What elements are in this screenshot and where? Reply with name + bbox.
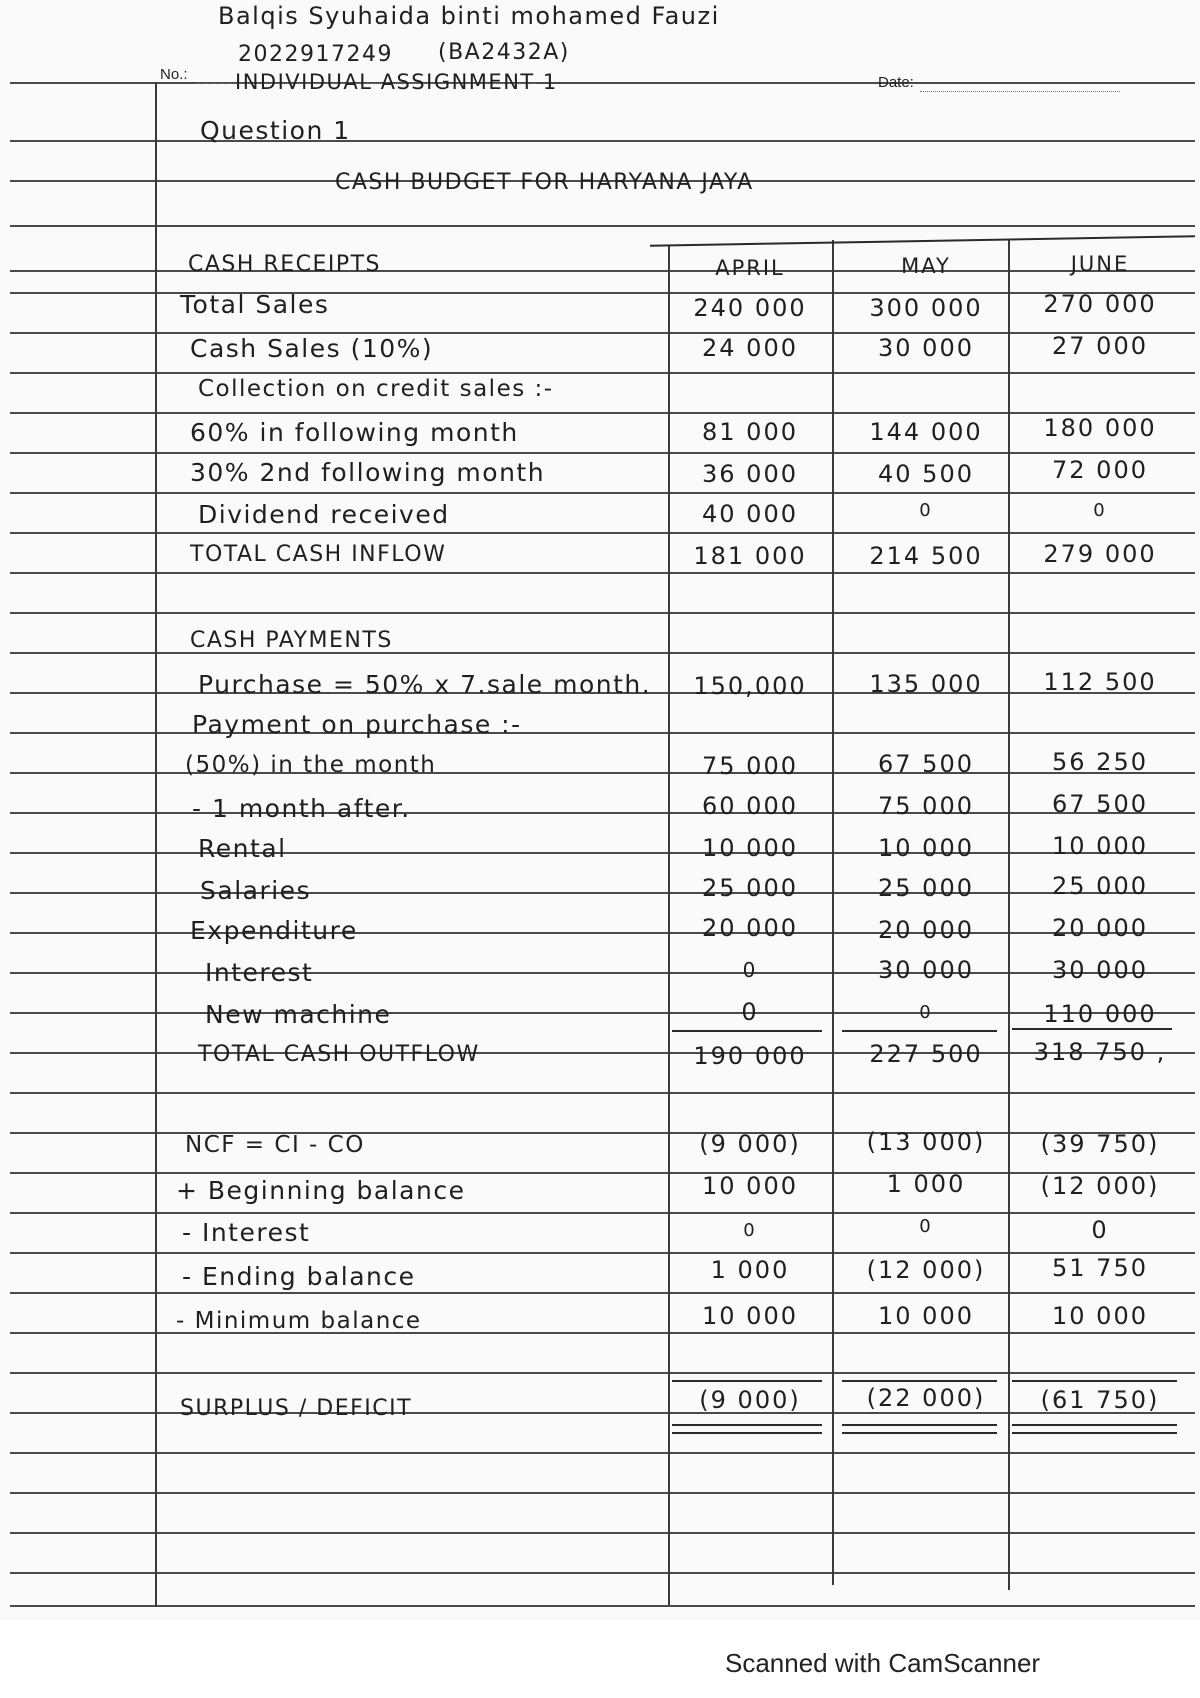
ruled-line bbox=[10, 492, 1195, 494]
beginning-balance-april: 10 000 bbox=[702, 1172, 798, 1200]
row-label-50-percent: (50%) in the month bbox=[185, 752, 437, 778]
ncf-june: (39 750) bbox=[1040, 1130, 1160, 1158]
row-label-new-machine: New machine bbox=[205, 1000, 392, 1029]
date-dotted-line bbox=[920, 90, 1120, 92]
ruled-line bbox=[10, 1572, 1195, 1574]
surplus-double-underline-april-2 bbox=[672, 1432, 822, 1434]
collection-30-april: 36 000 bbox=[702, 460, 798, 488]
ncf-april: (9 000) bbox=[699, 1130, 801, 1158]
row-label-ncf: NCF = CI - CO bbox=[185, 1132, 365, 1158]
purchase-may: 135 000 bbox=[869, 670, 983, 698]
student-name: Balqis Syuhaida binti mohamed Fauzi bbox=[218, 2, 720, 30]
ending-balance-april: 1 000 bbox=[710, 1256, 790, 1284]
row-label-salaries: Salaries bbox=[200, 876, 312, 905]
ending-balance-may: (12 000) bbox=[866, 1256, 986, 1284]
expenditure-may: 20 000 bbox=[878, 916, 974, 944]
rental-april: 10 000 bbox=[702, 834, 798, 862]
row-label-60-percent: 60% in following month bbox=[190, 418, 519, 447]
payment-50-april: 75 000 bbox=[702, 752, 798, 780]
surplus-overline-may bbox=[842, 1380, 997, 1382]
payment-after-may: 75 000 bbox=[878, 792, 974, 820]
surplus-double-underline-june-1 bbox=[1012, 1424, 1177, 1426]
cash-sales-may: 30 000 bbox=[878, 334, 974, 362]
purchase-june: 112 500 bbox=[1043, 668, 1157, 696]
outflow-underline-april bbox=[672, 1030, 822, 1032]
ncf-may: (13 000) bbox=[866, 1128, 986, 1156]
salaries-april: 25 000 bbox=[702, 874, 798, 902]
total-sales-june: 270 000 bbox=[1043, 290, 1157, 318]
expenditure-june: 20 000 bbox=[1052, 914, 1148, 942]
dividend-april: 40 000 bbox=[702, 500, 798, 528]
total-outflow-june: 318 750 , bbox=[1033, 1038, 1167, 1066]
ruled-line bbox=[10, 372, 1195, 374]
expenditure-april: 20 000 bbox=[702, 914, 798, 942]
row-label-cash-sales: Cash Sales (10%) bbox=[190, 334, 434, 363]
table-top-line bbox=[650, 235, 1195, 247]
scanner-watermark: Scanned with CamScanner bbox=[725, 1648, 1041, 1678]
beginning-balance-may: 1 000 bbox=[886, 1170, 966, 1198]
ruled-line bbox=[10, 612, 1195, 614]
ruled-line bbox=[10, 1492, 1195, 1494]
payment-after-april: 60 000 bbox=[702, 792, 798, 820]
interest-summary-april: 0 bbox=[743, 1220, 757, 1241]
group-code: (BA2432A) bbox=[438, 40, 570, 65]
column-header-april: APRIL bbox=[715, 256, 785, 280]
collection-30-june: 72 000 bbox=[1052, 456, 1148, 484]
interest-april: 0 bbox=[742, 958, 758, 982]
surplus-june: (61 750) bbox=[1040, 1386, 1160, 1414]
row-label-minimum-balance: - Minimum balance bbox=[176, 1308, 422, 1334]
ruled-line bbox=[10, 572, 1195, 574]
total-sales-april: 240 000 bbox=[693, 294, 807, 322]
ruled-line bbox=[10, 1452, 1195, 1454]
interest-summary-may: 0 bbox=[919, 1216, 933, 1237]
ruled-line bbox=[10, 1292, 1195, 1294]
row-label-expenditure: Expenditure bbox=[190, 916, 358, 945]
interest-summary-june: 0 bbox=[1091, 1216, 1109, 1244]
interest-may: 30 000 bbox=[878, 956, 974, 984]
row-label-collection: Collection on credit sales :- bbox=[198, 376, 554, 402]
rental-june: 10 000 bbox=[1052, 832, 1148, 860]
payment-after-june: 67 500 bbox=[1052, 790, 1148, 818]
ruled-line bbox=[10, 225, 1195, 227]
collection-60-april: 81 000 bbox=[702, 418, 798, 446]
row-label-rental: Rental bbox=[198, 834, 287, 863]
dividend-june: 0 bbox=[1093, 500, 1107, 521]
cash-sales-april: 24 000 bbox=[702, 334, 798, 362]
surplus-double-underline-may-2 bbox=[842, 1432, 997, 1434]
ruled-line bbox=[10, 140, 1195, 142]
payment-50-june: 56 250 bbox=[1052, 748, 1148, 776]
new-machine-june: 110 000 bbox=[1043, 1000, 1157, 1028]
surplus-double-underline-june-2 bbox=[1012, 1432, 1177, 1434]
total-outflow-may: 227 500 bbox=[869, 1040, 983, 1068]
row-label-total-cash-inflow: TOTAL CASH INFLOW bbox=[190, 542, 447, 567]
total-inflow-may: 214 500 bbox=[869, 542, 983, 570]
collection-30-may: 40 500 bbox=[878, 460, 974, 488]
no-label: No.: bbox=[160, 66, 188, 83]
new-machine-april: 0 bbox=[741, 998, 759, 1026]
row-label-interest: Interest bbox=[205, 958, 314, 987]
ruled-line bbox=[10, 1212, 1195, 1214]
question-title: Question 1 bbox=[200, 116, 351, 145]
payment-50-may: 67 500 bbox=[878, 750, 974, 778]
total-inflow-april: 181 000 bbox=[693, 542, 807, 570]
margin-line bbox=[155, 82, 157, 1607]
row-label-beginning-balance: + Beginning balance bbox=[176, 1176, 466, 1205]
row-label-30-percent: 30% 2nd following month bbox=[190, 458, 546, 487]
interest-june: 30 000 bbox=[1052, 956, 1148, 984]
row-label-dividend: Dividend received bbox=[198, 500, 450, 529]
ruled-line bbox=[10, 1092, 1195, 1094]
surplus-double-underline-april-1 bbox=[672, 1424, 822, 1426]
outflow-underline-june bbox=[1012, 1028, 1172, 1030]
row-label-interest-summary: - Interest bbox=[182, 1218, 311, 1247]
budget-title: CASH BUDGET FOR HARYANA JAYA bbox=[335, 170, 754, 195]
row-label-payment-on-purchase: Payment on purchase :- bbox=[192, 710, 522, 739]
surplus-overline-april bbox=[672, 1380, 822, 1382]
row-label-total-cash-outflow: TOTAL CASH OUTFLOW bbox=[198, 1042, 480, 1067]
salaries-may: 25 000 bbox=[878, 874, 974, 902]
surplus-double-underline-may-1 bbox=[842, 1424, 997, 1426]
date-label: Date: bbox=[878, 74, 914, 91]
cash-sales-june: 27 000 bbox=[1052, 332, 1148, 360]
column-header-may: MAY bbox=[901, 254, 951, 278]
payments-heading: CASH PAYMENTS bbox=[190, 628, 393, 653]
row-label-1-month-after: - 1 month after. bbox=[192, 794, 411, 823]
receipts-heading: CASH RECEIPTS bbox=[188, 252, 382, 277]
collection-60-june: 180 000 bbox=[1043, 414, 1157, 442]
assignment-title: INDIVIDUAL ASSIGNMENT 1 bbox=[235, 70, 558, 94]
row-label-purchase: Purchase = 50% x 7.sale month. bbox=[198, 670, 652, 699]
beginning-balance-june: (12 000) bbox=[1040, 1172, 1160, 1200]
column-header-june: JUNE bbox=[1070, 252, 1130, 276]
row-label-total-sales: Total Sales bbox=[180, 290, 330, 319]
row-label-surplus-deficit: SURPLUS / DEFICIT bbox=[180, 1396, 413, 1421]
surplus-may: (22 000) bbox=[866, 1384, 986, 1412]
ruled-line bbox=[10, 1372, 1195, 1374]
row-label-ending-balance: - Ending balance bbox=[182, 1262, 416, 1291]
ending-balance-june: 51 750 bbox=[1052, 1254, 1148, 1282]
rental-may: 10 000 bbox=[878, 834, 974, 862]
student-id: 2022917249 bbox=[238, 42, 393, 67]
surplus-overline-june bbox=[1012, 1380, 1177, 1382]
ruled-line bbox=[10, 452, 1195, 454]
collection-60-may: 144 000 bbox=[869, 418, 983, 446]
ruled-line bbox=[10, 82, 1195, 84]
ruled-line bbox=[10, 652, 1195, 654]
total-inflow-june: 279 000 bbox=[1043, 540, 1157, 568]
outflow-underline-may bbox=[842, 1030, 997, 1032]
ruled-line bbox=[10, 732, 1195, 734]
purchase-april: 150,000 bbox=[693, 672, 807, 700]
surplus-april: (9 000) bbox=[699, 1386, 801, 1414]
ruled-line bbox=[10, 532, 1195, 534]
minimum-balance-may: 10 000 bbox=[878, 1302, 974, 1330]
total-outflow-april: 190 000 bbox=[693, 1042, 807, 1070]
ruled-line bbox=[10, 1532, 1195, 1534]
minimum-balance-april: 10 000 bbox=[702, 1302, 798, 1330]
salaries-june: 25 000 bbox=[1052, 872, 1148, 900]
ruled-line bbox=[10, 1605, 1195, 1607]
minimum-balance-june: 10 000 bbox=[1052, 1302, 1148, 1330]
new-machine-may: 0 bbox=[919, 1002, 933, 1023]
dividend-may: 0 bbox=[919, 500, 933, 521]
total-sales-may: 300 000 bbox=[869, 294, 983, 322]
